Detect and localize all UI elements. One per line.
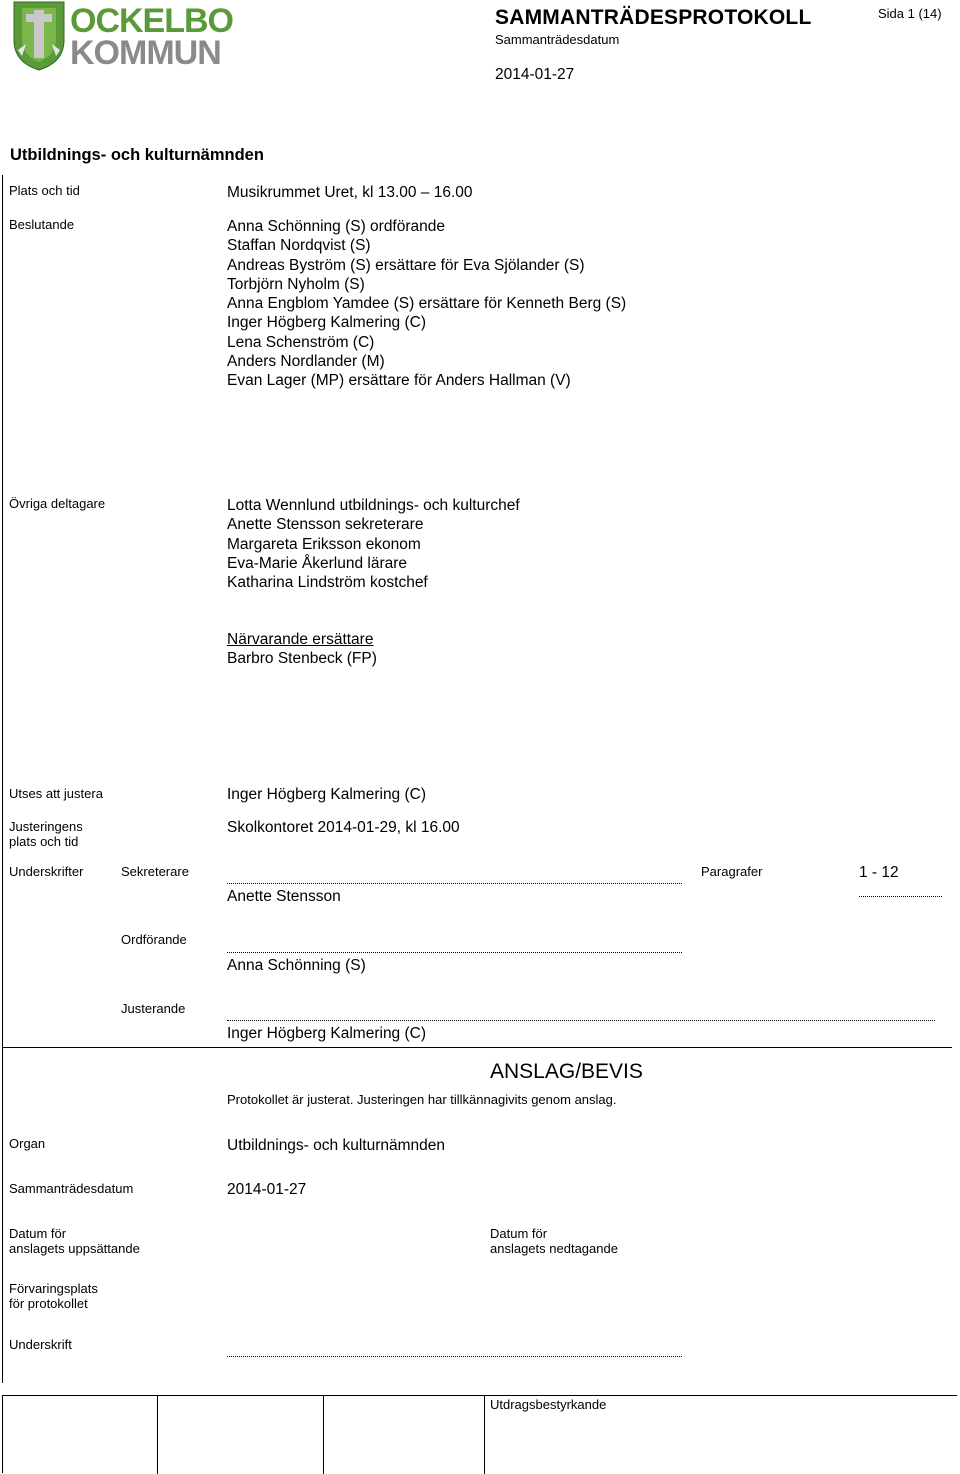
committee-heading: Utbildnings- och kulturnämnden xyxy=(10,146,264,164)
list-item: Eva-Marie Åkerlund lärare xyxy=(227,554,408,572)
notice-signature-line xyxy=(227,1356,682,1357)
others-label: Övriga deltagare xyxy=(9,496,106,511)
paragraphs-line xyxy=(859,896,942,897)
list-item: Lotta Wennlund utbildnings- och kulturchef xyxy=(227,497,520,514)
paragraphs-label: Paragrafer xyxy=(701,864,763,879)
place-time-label: Plats och tid xyxy=(9,183,80,198)
logo-text-top: OCKELBO xyxy=(70,2,233,40)
organ-label: Organ xyxy=(9,1136,46,1151)
deciding-label: Beslutande xyxy=(9,217,75,232)
adjuster-signature-line xyxy=(227,1020,935,1021)
adjuster-label: Justerande xyxy=(121,1001,186,1016)
meeting-date: 2014-01-27 xyxy=(495,66,575,83)
substitutes-heading: Närvarande ersättare xyxy=(227,631,374,648)
footer-initials-box xyxy=(2,1395,957,1473)
posted-date-label-2: anslagets uppsättande xyxy=(9,1241,140,1256)
posted-date-label-1: Datum för xyxy=(9,1226,67,1241)
notice-date-value: 2014-01-27 xyxy=(227,1181,307,1198)
document-title: SAMMANTRÄDESPROTOKOLL xyxy=(495,6,812,29)
chair-label: Ordförande xyxy=(121,932,187,947)
notice-statement: Protokollet är justerat. Justeringen har tillkännagivits genom anslag. xyxy=(227,1092,617,1107)
secretary-label: Sekreterare xyxy=(121,864,189,879)
list-item: Katharina Lindström kostchef xyxy=(227,574,428,592)
section-divider xyxy=(2,1047,952,1048)
paragraphs-value: 1 - 12 xyxy=(859,864,899,881)
other-participants-list xyxy=(227,496,520,592)
list-item: Inger Högberg Kalmering (C) xyxy=(227,314,427,332)
chair-name: Anna Schönning (S) xyxy=(227,957,366,974)
extract-verifier-label: Utdragsbestyrkande xyxy=(490,1397,607,1412)
meeting-date-label: Sammanträdesdatum xyxy=(495,32,620,47)
signatures-label: Underskrifter xyxy=(9,864,84,879)
secretary-signature-line xyxy=(227,883,682,884)
page-number: Sida 1 (14) xyxy=(878,6,942,21)
adjust-value: Inger Högberg Kalmering (C) xyxy=(227,786,427,803)
adjust-place-label-1: Justeringens xyxy=(9,819,83,834)
footer-divider xyxy=(323,1396,324,1474)
list-item: Staffan Nordqvist (S) xyxy=(227,237,371,255)
deciding-members-list xyxy=(227,217,626,391)
secretary-name: Anette Stensson xyxy=(227,888,341,905)
list-item: Evan Lager (MP) ersättare för Anders Hallman (V) xyxy=(227,372,571,390)
list-item: Anna Schönning (S) ordförande xyxy=(227,218,446,235)
notice-heading: ANSLAG/BEVIS xyxy=(490,1060,643,1083)
removed-date-label-2: anslagets nedtagande xyxy=(490,1241,618,1256)
footer-divider xyxy=(484,1396,485,1474)
list-item: Anette Stensson sekreterare xyxy=(227,516,424,534)
list-item: Lena Schenström (C) xyxy=(227,333,375,351)
chair-signature-line xyxy=(227,952,682,953)
adjust-place-value: Skolkontoret 2014-01-29, kl 16.00 xyxy=(227,819,460,836)
organ-value: Utbildnings- och kulturnämnden xyxy=(227,1137,445,1154)
substitutes-value: Barbro Stenbeck (FP) xyxy=(227,650,377,667)
footer-divider xyxy=(157,1396,158,1474)
storage-label-1: Förvaringsplats xyxy=(9,1281,98,1296)
municipality-logo xyxy=(12,0,233,72)
storage-label-2: för protokollet xyxy=(9,1296,88,1311)
list-item: Margareta Eriksson ekonom xyxy=(227,535,421,553)
list-item: Andreas Byström (S) ersättare för Eva Sjölander (S) xyxy=(227,256,585,274)
left-border xyxy=(2,175,3,1383)
notice-date-label: Sammanträdesdatum xyxy=(9,1181,134,1196)
adjust-label: Utses att justera xyxy=(9,786,103,801)
signature-label: Underskrift xyxy=(9,1337,72,1352)
adjuster-name: Inger Högberg Kalmering (C) xyxy=(227,1025,427,1042)
adjust-place-label-2: plats och tid xyxy=(9,834,79,849)
list-item: Torbjörn Nyholm (S) xyxy=(227,275,365,293)
list-item: Anders Nordlander (M) xyxy=(227,353,385,371)
list-item: Anna Engblom Yamdee (S) ersättare för Kenneth Berg (S) xyxy=(227,295,627,313)
logo-text-bottom: KOMMUN xyxy=(70,34,221,72)
place-time-value: Musikrummet Uret, kl 13.00 – 16.00 xyxy=(227,184,473,201)
removed-date-label-1: Datum för xyxy=(490,1226,548,1241)
